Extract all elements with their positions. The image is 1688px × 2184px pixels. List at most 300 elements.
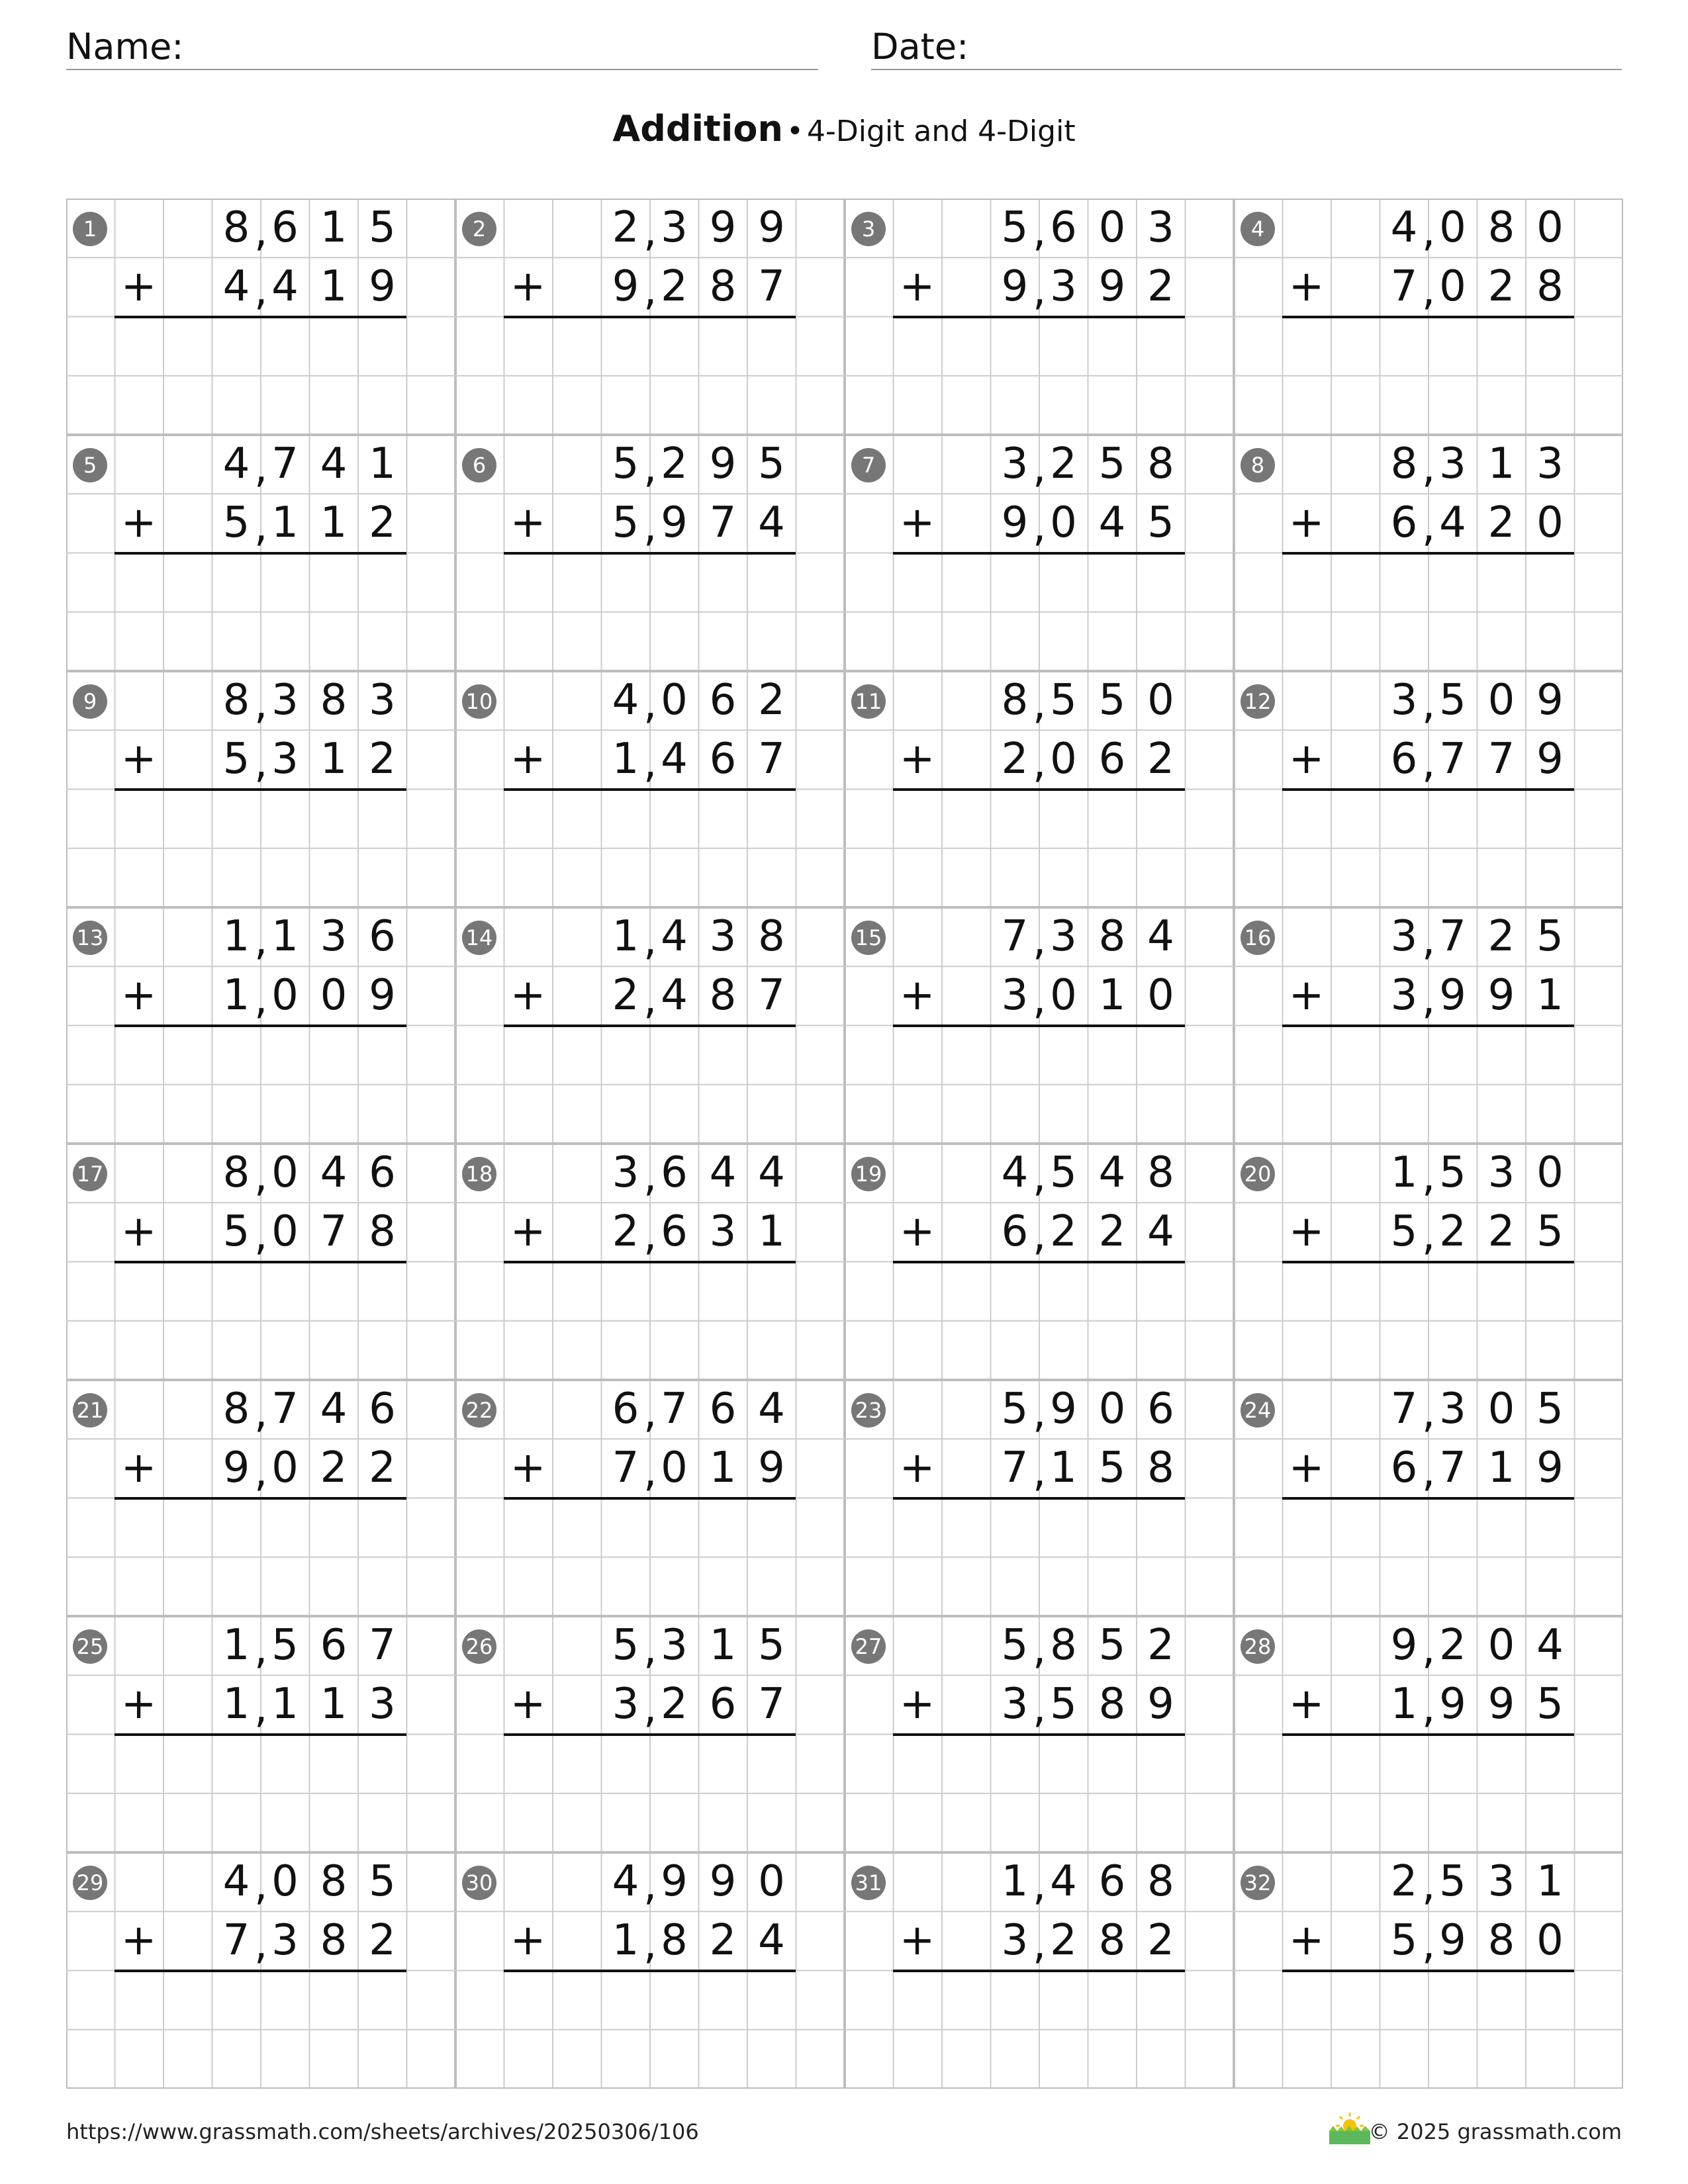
problem-number-badge: 26	[462, 1629, 496, 1664]
problem-number-badge: 4	[1241, 212, 1275, 246]
digit: 7	[1439, 1443, 1466, 1493]
thousands-comma: ,	[1422, 1920, 1436, 1970]
title-main: Addition	[612, 108, 783, 150]
top-operand	[66, 199, 455, 257]
thousands-comma: ,	[254, 1625, 268, 1674]
digit: 5	[612, 498, 639, 548]
digit: 1	[1536, 971, 1564, 1021]
thousands-comma: ,	[643, 1211, 657, 1261]
problem-number-badge: 3	[851, 212, 886, 246]
digit: 4	[1098, 1148, 1126, 1197]
digit: 6	[271, 203, 299, 252]
answer-line	[1282, 788, 1574, 791]
digit: 2	[1487, 1207, 1515, 1257]
answer-line	[504, 1497, 796, 1500]
digit: 2	[758, 676, 785, 725]
problem-15	[845, 907, 1234, 1144]
plus-sign: +	[510, 735, 546, 784]
digit: 4	[758, 1916, 785, 1966]
thousands-comma: ,	[1033, 1152, 1047, 1201]
digit: 5	[271, 1621, 299, 1670]
digit: 1	[271, 498, 299, 548]
thousands-comma: ,	[643, 207, 657, 256]
digit: 5	[222, 1207, 250, 1257]
digit: 5	[369, 1857, 396, 1906]
answer-line	[504, 1261, 796, 1263]
problem-22	[455, 1380, 845, 1616]
bottom-operand	[66, 966, 455, 1025]
digit: 8	[1098, 912, 1126, 961]
digit: 6	[709, 676, 737, 725]
answer-line	[115, 316, 406, 318]
thousands-comma: ,	[1422, 1152, 1436, 1201]
answer-line	[893, 788, 1185, 791]
digit: 8	[222, 203, 250, 252]
digit: 2	[1487, 912, 1515, 961]
top-operand	[845, 1616, 1234, 1675]
problem-number-badge: 21	[73, 1393, 107, 1428]
thousands-comma: ,	[1422, 916, 1436, 965]
bottom-operand	[455, 1439, 845, 1498]
answer-line	[1282, 552, 1574, 555]
digit: 7	[1487, 735, 1515, 784]
thousands-comma: ,	[254, 1388, 268, 1437]
digit: 6	[612, 1385, 639, 1433]
digit: 9	[1001, 498, 1029, 548]
problem-number-badge: 15	[851, 921, 886, 955]
digit: 2	[661, 262, 688, 312]
title-subtitle: 4-Digit and 4-Digit	[807, 114, 1076, 148]
digit: 4	[661, 735, 688, 784]
digit: 4	[320, 439, 348, 488]
digit: 9	[1050, 1385, 1077, 1433]
digit: 3	[1439, 439, 1466, 488]
digit: 4	[320, 1148, 348, 1197]
name-field[interactable]	[66, 26, 818, 70]
digit: 6	[320, 1621, 348, 1670]
digit: 3	[661, 1621, 688, 1670]
digit: 8	[1147, 1148, 1174, 1197]
digit: 1	[320, 735, 348, 784]
thousands-comma: ,	[643, 1152, 657, 1201]
digit: 3	[320, 912, 348, 961]
top-operand	[455, 671, 845, 730]
digit: 4	[1536, 1621, 1564, 1670]
digit: 2	[1098, 1207, 1126, 1257]
plus-sign: +	[1288, 1207, 1325, 1257]
problem-24	[1234, 1380, 1623, 1616]
digit: 9	[709, 439, 737, 488]
digit: 2	[709, 1916, 737, 1966]
thousands-comma: ,	[643, 739, 657, 788]
digit: 2	[1487, 262, 1515, 312]
problem-number-badge: 18	[462, 1157, 496, 1191]
digit: 5	[222, 735, 250, 784]
digit: 5	[758, 1621, 785, 1670]
footer-url[interactable]: https://www.grassmath.com/sheets/archives/20250306/106	[66, 2119, 699, 2144]
digit: 1	[1487, 1443, 1515, 1493]
answer-line	[1282, 1733, 1574, 1736]
digit: 0	[320, 971, 348, 1021]
digit: 0	[1050, 498, 1077, 548]
digit: 5	[1098, 439, 1126, 488]
digit: 4	[709, 1148, 737, 1197]
bottom-operand	[1234, 1203, 1623, 1261]
digit: 5	[1536, 1385, 1564, 1433]
footer-copyright: © 2025 grassmath.com	[1368, 2119, 1622, 2144]
top-operand	[66, 1144, 455, 1203]
digit: 2	[1147, 262, 1174, 312]
problem-number-badge: 24	[1241, 1393, 1275, 1428]
bottom-operand	[66, 1675, 455, 1734]
digit: 5	[369, 203, 396, 252]
digit: 3	[1147, 203, 1174, 252]
top-operand	[455, 435, 845, 494]
bottom-operand	[455, 966, 845, 1025]
digit: 2	[612, 971, 639, 1021]
name-label: Name:	[66, 26, 184, 68]
digit: 7	[1390, 262, 1418, 312]
digit: 2	[369, 735, 396, 784]
digit: 8	[758, 912, 785, 961]
date-label: Date:	[871, 26, 969, 68]
digit: 5	[1098, 676, 1126, 725]
bottom-operand	[1234, 1675, 1623, 1734]
problem-grid	[66, 199, 1623, 2089]
thousands-comma: ,	[1422, 502, 1436, 552]
answer-line	[893, 1733, 1185, 1736]
digit: 3	[1001, 1916, 1029, 1966]
digit: 8	[1390, 439, 1418, 488]
thousands-comma: ,	[254, 1211, 268, 1261]
digit: 4	[612, 676, 639, 725]
digit: 1	[222, 1621, 250, 1670]
problem-12	[1234, 671, 1623, 907]
digit: 8	[709, 971, 737, 1021]
answer-line	[893, 1024, 1185, 1027]
digit: 0	[1050, 735, 1077, 784]
digit: 6	[1001, 1207, 1029, 1257]
thousands-comma: ,	[1033, 1861, 1047, 1910]
bottom-operand	[455, 494, 845, 553]
digit: 3	[1390, 912, 1418, 961]
top-operand	[455, 1616, 845, 1675]
digit: 4	[271, 262, 299, 312]
digit: 4	[320, 1385, 348, 1433]
digit: 9	[1439, 1680, 1466, 1729]
digit: 9	[369, 971, 396, 1021]
digit: 7	[271, 439, 299, 488]
digit: 6	[1390, 735, 1418, 784]
digit: 9	[1487, 1680, 1515, 1729]
digit: 4	[1098, 498, 1126, 548]
thousands-comma: ,	[254, 443, 268, 492]
top-operand	[455, 1380, 845, 1439]
thousands-comma: ,	[643, 1861, 657, 1910]
answer-line	[893, 1970, 1185, 1972]
plus-sign: +	[510, 1207, 546, 1257]
thousands-comma: ,	[643, 1920, 657, 1970]
digit: 5	[1001, 1621, 1029, 1670]
problem-number-badge: 20	[1241, 1157, 1275, 1191]
problem-8	[1234, 435, 1623, 671]
top-operand	[455, 199, 845, 257]
digit: 4	[612, 1857, 639, 1906]
problem-2	[455, 199, 845, 435]
digit: 5	[612, 439, 639, 488]
thousands-comma: ,	[1033, 680, 1047, 729]
digit: 5	[1536, 1207, 1564, 1257]
digit: 0	[1536, 203, 1564, 252]
digit: 6	[661, 1207, 688, 1257]
digit: 3	[369, 1680, 396, 1729]
plus-sign: +	[899, 1207, 935, 1257]
digit: 4	[222, 439, 250, 488]
problem-19	[845, 1144, 1234, 1380]
digit: 6	[709, 1385, 737, 1433]
thousands-comma: ,	[1033, 975, 1047, 1024]
digit: 7	[612, 1443, 639, 1493]
plus-sign: +	[899, 1916, 935, 1966]
digit: 6	[1390, 1443, 1418, 1493]
date-field[interactable]	[871, 26, 1622, 70]
digit: 2	[661, 1680, 688, 1729]
bottom-operand	[1234, 966, 1623, 1025]
digit: 1	[709, 1443, 737, 1493]
top-operand	[455, 1144, 845, 1203]
problem-number-badge: 5	[73, 448, 107, 482]
digit: 3	[1001, 971, 1029, 1021]
answer-line	[1282, 1497, 1574, 1500]
plus-sign: +	[120, 1916, 157, 1966]
digit: 2	[1050, 1207, 1077, 1257]
thousands-comma: ,	[1422, 1447, 1436, 1497]
digit: 2	[369, 1443, 396, 1493]
top-operand	[66, 1616, 455, 1675]
top-operand	[66, 907, 455, 966]
digit: 7	[222, 1916, 250, 1966]
digit: 7	[758, 735, 785, 784]
digit: 5	[1001, 1385, 1029, 1433]
plus-sign: +	[510, 1443, 546, 1493]
plus-sign: +	[510, 1680, 546, 1729]
top-operand	[66, 1380, 455, 1439]
digit: 6	[709, 1680, 737, 1729]
plus-sign: +	[120, 1207, 157, 1257]
digit: 1	[1487, 439, 1515, 488]
bottom-operand	[455, 1911, 845, 1970]
digit: 3	[709, 912, 737, 961]
thousands-comma: ,	[254, 975, 268, 1024]
problem-23	[845, 1380, 1234, 1616]
top-operand	[1234, 671, 1623, 730]
digit: 3	[612, 1680, 639, 1729]
digit: 8	[222, 1148, 250, 1197]
digit: 9	[1390, 1621, 1418, 1670]
bottom-operand	[1234, 257, 1623, 316]
thousands-comma: ,	[643, 680, 657, 729]
digit: 7	[271, 1385, 299, 1433]
digit: 5	[1439, 676, 1466, 725]
digit: 8	[1487, 1916, 1515, 1966]
problem-18	[455, 1144, 845, 1380]
top-operand	[1234, 199, 1623, 257]
digit: 2	[1390, 1857, 1418, 1906]
digit: 8	[1147, 1443, 1174, 1493]
digit: 3	[612, 1148, 639, 1197]
thousands-comma: ,	[254, 680, 268, 729]
digit: 9	[1487, 971, 1515, 1021]
digit: 5	[1050, 1680, 1077, 1729]
digit: 1	[1390, 1148, 1418, 1197]
answer-line	[504, 552, 796, 555]
answer-line	[893, 316, 1185, 318]
digit: 1	[271, 912, 299, 961]
digit: 0	[1536, 1916, 1564, 1966]
plus-sign: +	[510, 971, 546, 1021]
digit: 0	[271, 971, 299, 1021]
plus-sign: +	[1288, 498, 1325, 548]
digit: 1	[222, 971, 250, 1021]
digit: 0	[271, 1148, 299, 1197]
answer-line	[1282, 1261, 1574, 1263]
digit: 8	[1098, 1916, 1126, 1966]
problem-16	[1234, 907, 1623, 1144]
digit: 6	[709, 735, 737, 784]
digit: 2	[1439, 1207, 1466, 1257]
thousands-comma: ,	[1033, 207, 1047, 256]
digit: 2	[1001, 735, 1029, 784]
bottom-operand	[455, 1675, 845, 1734]
digit: 5	[1147, 498, 1174, 548]
problem-1	[66, 199, 455, 435]
digit: 2	[369, 1916, 396, 1966]
digit: 6	[1390, 498, 1418, 548]
thousands-comma: ,	[1033, 266, 1047, 316]
digit: 6	[369, 1385, 396, 1433]
thousands-comma: ,	[1422, 1388, 1436, 1437]
plus-sign: +	[899, 971, 935, 1021]
thousands-comma: ,	[254, 207, 268, 256]
digit: 1	[369, 439, 396, 488]
digit: 9	[709, 1857, 737, 1906]
top-operand	[455, 907, 845, 966]
bottom-operand	[66, 1439, 455, 1498]
digit: 0	[1536, 498, 1564, 548]
digit: 5	[1439, 1857, 1466, 1906]
problem-number-badge: 32	[1241, 1866, 1275, 1900]
answer-line	[504, 788, 796, 791]
bottom-operand	[845, 1439, 1234, 1498]
problem-number-badge: 22	[462, 1393, 496, 1428]
bottom-operand	[66, 257, 455, 316]
digit: 4	[758, 498, 785, 548]
bottom-operand	[845, 494, 1234, 553]
thousands-comma: ,	[1033, 1920, 1047, 1970]
problem-7	[845, 435, 1234, 671]
answer-line	[115, 1261, 406, 1263]
digit: 9	[661, 498, 688, 548]
thousands-comma: ,	[1033, 443, 1047, 492]
problem-number-badge: 6	[462, 448, 496, 482]
top-operand	[1234, 907, 1623, 966]
digit: 1	[612, 735, 639, 784]
plus-sign: +	[120, 971, 157, 1021]
plus-sign: +	[899, 1443, 935, 1493]
digit: 9	[369, 262, 396, 312]
digit: 3	[709, 1207, 737, 1257]
digit: 3	[1536, 439, 1564, 488]
digit: 5	[1050, 1148, 1077, 1197]
digit: 4	[1390, 203, 1418, 252]
digit: 9	[1536, 1443, 1564, 1493]
digit: 1	[222, 1680, 250, 1729]
bottom-operand	[455, 730, 845, 789]
digit: 1	[222, 912, 250, 961]
plus-sign: +	[1288, 1680, 1325, 1729]
digit: 7	[1390, 1385, 1418, 1433]
digit: 0	[661, 1443, 688, 1493]
problem-number-badge: 9	[73, 684, 107, 719]
digit: 5	[1390, 1916, 1418, 1966]
answer-line	[893, 552, 1185, 555]
digit: 4	[661, 971, 688, 1021]
digit: 1	[271, 1680, 299, 1729]
digit: 9	[1439, 1916, 1466, 1966]
digit: 8	[1001, 676, 1029, 725]
thousands-comma: ,	[254, 502, 268, 552]
digit: 3	[1050, 262, 1077, 312]
plus-sign: +	[120, 498, 157, 548]
thousands-comma: ,	[643, 443, 657, 492]
answer-line	[504, 1970, 796, 1972]
top-operand	[1234, 1380, 1623, 1439]
answer-line	[504, 316, 796, 318]
problem-11	[845, 671, 1234, 907]
bottom-operand	[455, 257, 845, 316]
top-operand	[845, 907, 1234, 966]
digit: 9	[612, 262, 639, 312]
plus-sign: +	[120, 1680, 157, 1729]
digit: 1	[758, 1207, 785, 1257]
digit: 1	[320, 498, 348, 548]
digit: 9	[1001, 262, 1029, 312]
digit: 8	[320, 1916, 348, 1966]
thousands-comma: ,	[254, 266, 268, 316]
digit: 0	[1050, 971, 1077, 1021]
problem-number-badge: 7	[851, 448, 886, 482]
digit: 4	[661, 912, 688, 961]
thousands-comma: ,	[254, 1861, 268, 1910]
digit: 8	[369, 1207, 396, 1257]
thousands-comma: ,	[643, 266, 657, 316]
problem-29	[66, 1852, 455, 2089]
bottom-operand	[845, 1675, 1234, 1734]
digit: 2	[1147, 735, 1174, 784]
thousands-comma: ,	[1033, 1447, 1047, 1497]
plus-sign: +	[899, 1680, 935, 1729]
digit: 0	[1147, 676, 1174, 725]
answer-line	[893, 1497, 1185, 1500]
digit: 9	[222, 1443, 250, 1493]
digit: 6	[369, 1148, 396, 1197]
digit: 1	[1390, 1680, 1418, 1729]
digit: 3	[271, 676, 299, 725]
thousands-comma: ,	[1033, 1684, 1047, 1733]
problem-10	[455, 671, 845, 907]
digit: 0	[1487, 676, 1515, 725]
bottom-operand	[1234, 730, 1623, 789]
